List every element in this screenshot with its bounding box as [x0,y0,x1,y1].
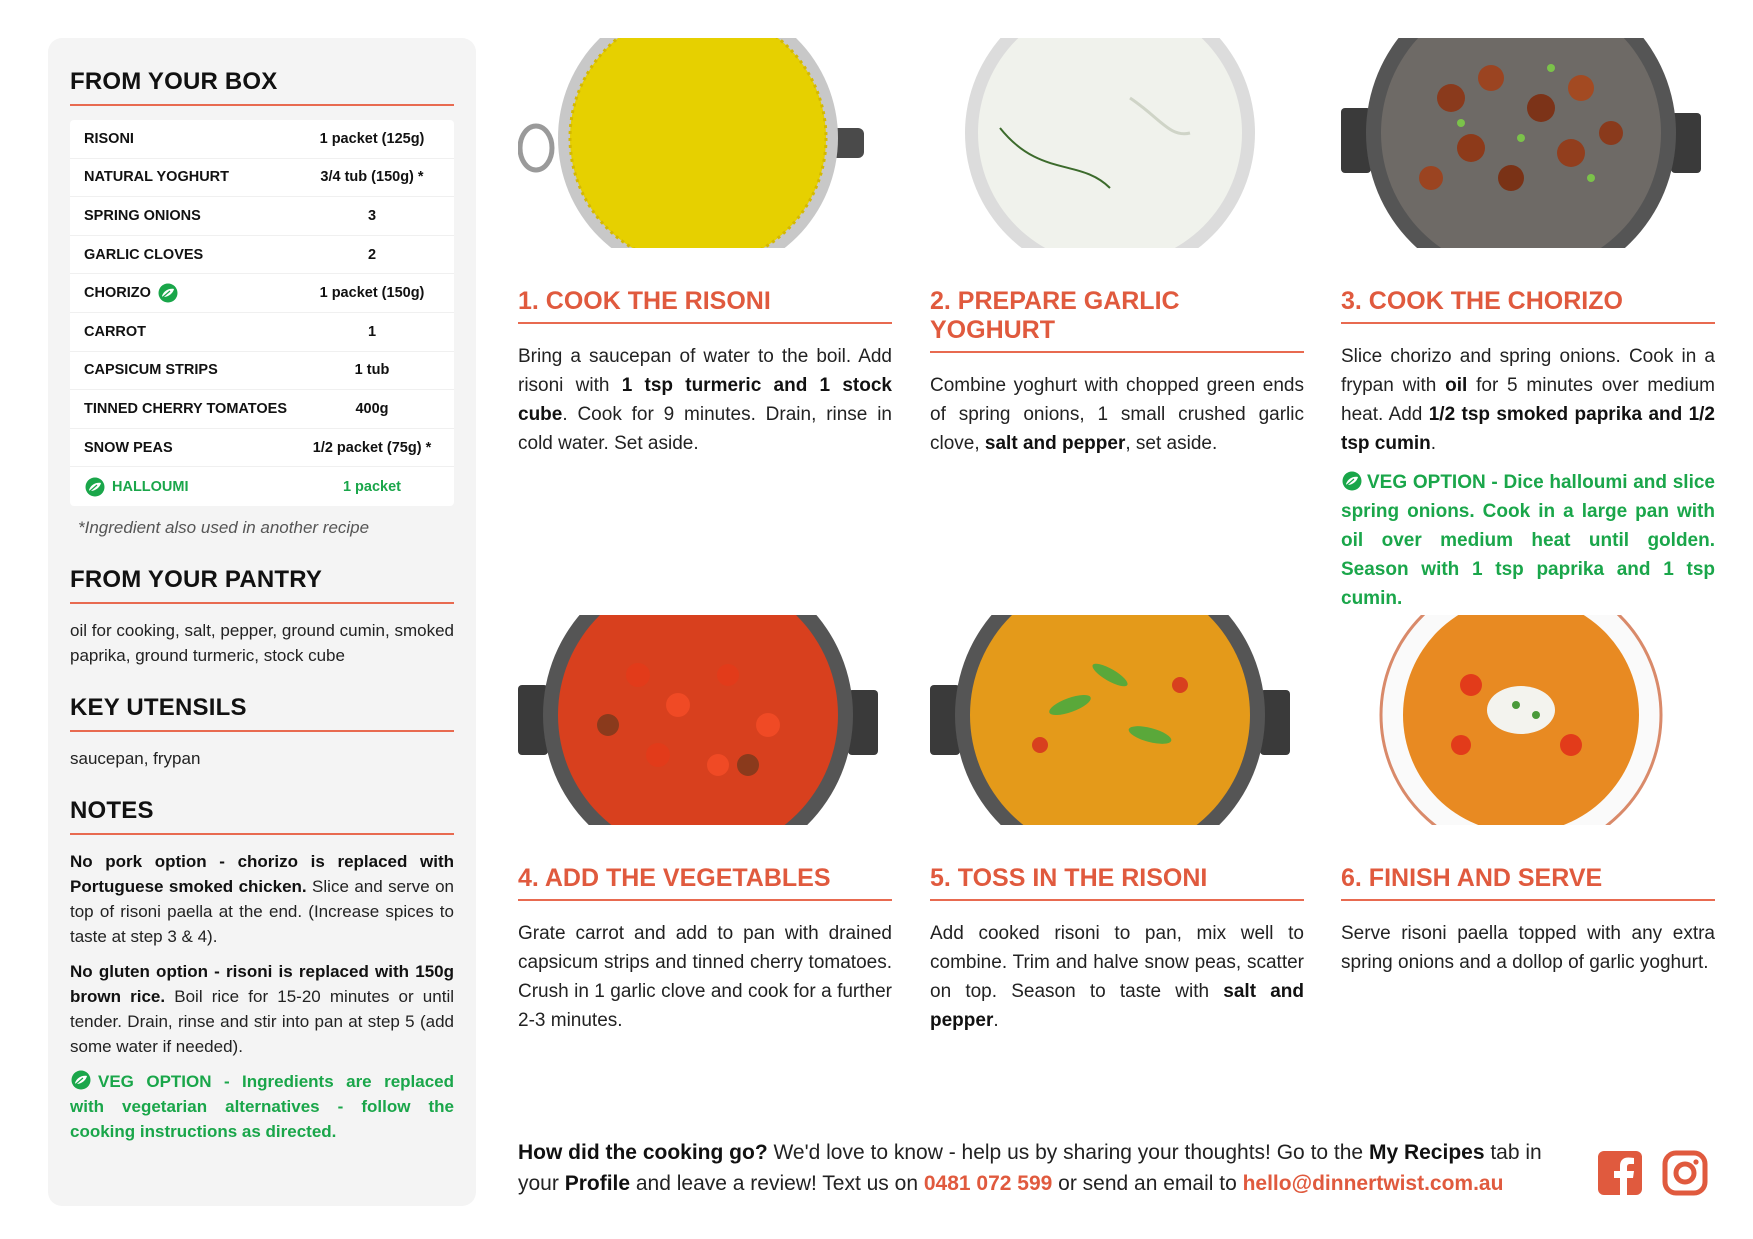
step-text: Serve risoni paella topped with any extra spring onions and a dollop of garlic yoghurt. [1341,923,1715,973]
ingredient-row [70,159,454,198]
note-text: VEG OPTION - Ingredients are replaced with vegetarian alternatives - follow the cooking instructions as directed. [70,1071,454,1141]
ingredient-row [70,274,454,313]
pantry-title: FROM YOUR PANTRY [70,566,454,604]
ingredients-table [70,120,454,506]
ingredient-name: CHORIZO [84,285,151,302]
step-text: Grate carrot and add to pan with drained capsicum strips and tinned cherry tomatoes. Crush in 1 garlic clove and cook for a further 2-3 minutes. [518,923,892,1031]
step-text-bold: salt and pepper [930,981,1304,1031]
step-title: 2. PREPARE GARLIC YOGHURT [930,287,1304,353]
step-title: 3. COOK THE CHORIZO [1341,287,1715,324]
yoghurt-photo [930,38,1290,248]
step-title: 1. COOK THE RISONI [518,287,892,324]
ingredient-name: NATURAL YOGHURT [84,169,229,186]
step-text-bold: salt and pepper [984,433,1126,454]
ingredient-name: HALLOUMI [112,478,189,495]
step-text [930,371,1304,458]
step-text-part: . [993,1010,999,1031]
ingredient-name: TINNED CHERRY TOMATOES [84,400,288,417]
ingredient-name-with-icon [84,477,304,497]
footer-question: How did the cooking go? [518,1141,768,1164]
note-text: Boil rice for 15-20 minutes or until tender. Drain, rinse and stir into pan at step 5 (add some water if needed). [70,986,454,1056]
leaf-icon [84,477,106,497]
ingredient-qty: 1 packet (125g) [319,130,425,147]
leaf-icon [70,1070,92,1090]
step-text-bold: oil [1445,375,1468,396]
phone-link[interactable]: 0481 072 599 [923,1172,1053,1195]
ingredient-row [70,352,454,391]
step-text-part: for 5 minutes over medium heat. Add [1341,375,1716,425]
pantry-text: oil for cooking, salt, pepper, ground cumin, smoked paprika, ground turmeric, stock cube [70,620,454,665]
step-veg-text: VEG OPTION - Dice halloumi and slice spring onions. Cook in a large pan with oil over medium heat until golden. Season with 1 tsp paprika and 1 tsp cumin. [1341,472,1715,609]
step-text-part: . Cook for 9 minutes. Drain, rinse in cold water. Set aside. [518,404,892,454]
ingredient-name: SPRING ONIONS [84,207,201,224]
utensils-text: saucepan, frypan [70,748,201,768]
utensils-title: KEY UTENSILS [70,694,454,732]
risoni-toss-photo [930,615,1290,825]
ingredient-row [70,429,454,468]
step-5 [930,615,1304,1035]
note-no-gluten [70,959,454,1059]
ingredient-qty: 3/4 tub (150g) * [320,169,424,186]
ingredient-row [70,120,454,159]
ingredient-qty: 1 tub [354,362,390,379]
feedback-footer [518,1137,1578,1199]
step-veg-option [1341,468,1715,613]
ingredient-name: CAPSICUM STRIPS [84,362,218,379]
notes-title: NOTES [70,797,454,835]
ingredient-qty: 1 packet (150g) [319,285,425,302]
ingredient-qty: 2 [367,246,377,263]
ingredient-row [70,390,454,429]
step-text-bold: 1 tsp turmeric and 1 stock cube [518,375,892,425]
step-text-part: , set aside. [1125,433,1218,454]
ingredient-row [70,197,454,236]
profile-link[interactable]: Profile [564,1172,631,1195]
chorizo-photo [1341,38,1701,248]
risoni-photo [518,38,878,248]
facebook-icon[interactable] [1597,1150,1643,1196]
step-text [518,342,892,458]
ingredient-name: SNOW PEAS [84,439,173,456]
footer-text: We'd love to know - help us by sharing your thoughts! Go to the [767,1141,1369,1164]
ingredient-qty: 400g [355,400,389,417]
step-1 [518,38,892,458]
note-bold: No pork option - chorizo is replaced with Portuguese smoked chicken. [70,851,454,896]
note-text: Slice and serve on top of risoni paella at the end. (Increase spices to taste at step 3 & 4). [70,876,454,946]
my-recipes-link[interactable]: My Recipes [1368,1141,1485,1164]
instagram-icon[interactable] [1662,1150,1708,1196]
step-title: 5. TOSS IN THE RISONI [930,864,1304,901]
footer-text: tab in your [518,1141,1542,1195]
step-6 [1341,615,1715,977]
email-link[interactable]: hello@dinnertwist.com.au [1242,1172,1504,1195]
footer-text: or send an email to [1052,1172,1243,1195]
leaf-icon [1341,471,1363,491]
ingredient-name-with-icon [84,283,304,303]
vegetables-photo [518,615,878,825]
ingredient-qty: 1 [367,323,377,340]
footer-text: and leave a review! Text us on [630,1172,924,1195]
note-bold: No gluten option - risoni is replaced with 150g brown rice. [70,961,454,1006]
ingredient-name: GARLIC CLOVES [84,246,204,263]
ingredient-row [70,313,454,352]
ingredient-qty: 3 [367,207,377,224]
note-veg-option [70,1069,454,1144]
step-text-part: Slice chorizo and spring onions. Cook in a frypan with [1341,346,1715,396]
step-text-part: . [1430,433,1437,454]
step-title: 4. ADD THE VEGETABLES [518,864,892,901]
ingredient-row [70,236,454,275]
step-text-part: Combine yoghurt with chopped green ends of spring onions, 1 small crushed garlic clove, [930,375,1304,454]
step-text [930,919,1304,1035]
ingredient-name: RISONI [84,130,134,147]
footnote: *Ingredient also used in another recipe [78,517,370,537]
note-no-pork [70,849,454,949]
ingredient-qty: 1 packet [342,478,402,495]
step-4 [518,615,892,1035]
step-text-part: Bring a saucepan of water to the boil. Add risoni with [518,346,892,396]
serve-photo [1341,615,1701,825]
ingredients-panel [48,38,476,1206]
step-title: 6. FINISH AND SERVE [1341,864,1715,901]
step-text-bold: 1/2 tsp smoked paprika and 1/2 tsp cumin [1341,404,1716,454]
ingredient-row-veg [70,467,454,506]
step-text-part: Add cooked risoni to pan, mix well to combine. Trim and halve snow peas, scatter on top. Season to taste with [930,923,1304,1002]
step-3 [1341,38,1715,613]
step-text [1341,342,1715,458]
ingredient-qty: 1/2 packet (75g) * [312,439,432,456]
leaf-icon [157,283,179,303]
from-box-title: FROM YOUR BOX [70,68,454,106]
step-2 [930,38,1304,458]
ingredient-name: CARROT [84,323,147,340]
